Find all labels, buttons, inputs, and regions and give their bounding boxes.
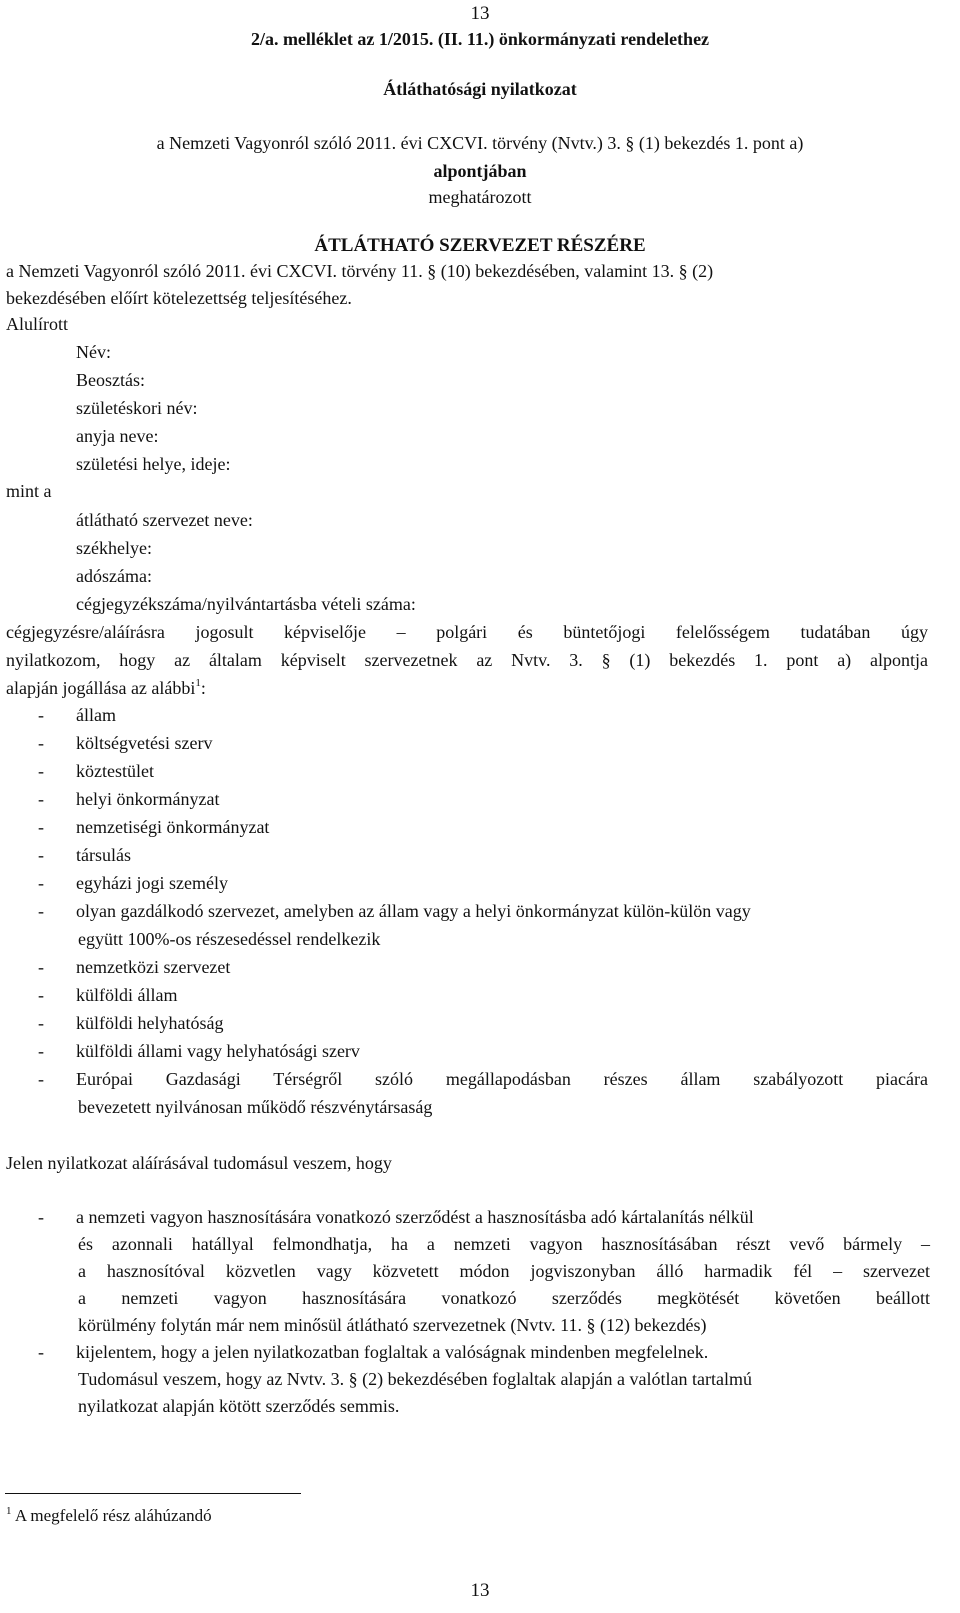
field-birth-name-label: születéskori név: xyxy=(76,398,198,418)
legal-basis-line-2: alpontjában xyxy=(433,161,527,181)
footnote-reference: 1 xyxy=(195,677,201,689)
ack-item-2-line: nyilatkozat alapján kötött szerződés semmis. xyxy=(78,1396,400,1416)
footnote-divider xyxy=(5,1493,301,1494)
field-registration-number-label: cégjegyzékszáma/nyilvántartásba vételi száma: xyxy=(76,594,416,614)
ack-item-2-line: Tudomásul veszem, hogy az Nvtv. 3. § (2) bekezdésében foglaltak alapján a valótlan tartalmú xyxy=(78,1369,752,1389)
list-item-continuation: bevezetett nyilvánosan működő részvénytársaság xyxy=(78,1097,433,1117)
as-label: mint a xyxy=(6,481,52,501)
footnote: $^1$ A megfelelő rész aláhúzandó xyxy=(6,1505,212,1525)
ack-item-1-line: a nemzeti vagyon hasznosítására vonatkozó szerződés megkötését követően beállott xyxy=(78,1288,930,1308)
intro-line-2: bekezdésében előírt kötelezettség teljesítéséhez. xyxy=(6,288,352,308)
declaration-line-1: cégjegyzésre/aláírásra jogosult képviselője – polgári és büntetőjogi felelősségem tudatában úgy xyxy=(6,622,928,642)
ack-item-1-line: és azonnali hatállyal felmondhatja, ha a nemzeti vagyon hasznosításában részt vevő bármely – xyxy=(78,1234,930,1254)
page-number-bottom: 13 xyxy=(470,1580,490,1601)
list-item-continuation: együtt 100%-os részesedéssel rendelkezik xyxy=(78,929,381,949)
document-title: Átláthatósági nyilatkozat xyxy=(383,79,577,99)
acknowledgement-intro: Jelen nyilatkozat aláírásával tudomásul veszem, hogy xyxy=(6,1153,392,1173)
document-page: 13 2/a. melléklet az 1/2015. (II. 11.) önkormányzati rendelethez Átláthatósági nyilatkozat a Nemzeti Vagyonról szóló 2011. évi CXCVI. törvény (Nvtv.) 3. § (1) bekezdés 1. pont a) alpontjában meghatározott ÁTLÁTHATÓ SZERVEZET RÉSZÉRE a Nemzeti Vagyonról szóló 2011. évi CXCVI. törvény 11. § (10) bekezdésében, valamint 13. § (2) bekezdésében előírt kötelezettség teljesítéséhez. Alulírott Név: Beosztás: születéskori név: anyja neve: születési helye, ideje: mint a átlátható szervezet neve: székhelye: adószáma: cégjegyzékszáma/nyilvántartásba vételi száma: cégjegyzésre/aláírásra jogosult képviselője – polgári és büntetőjogi felelősségem tudatában úgy nyilatkozom, hogy az általam képviselt szervezetnek az Nvtv. 3. § (1) bekezdés 1. pont a) alpontja alapján jogállása az alábbi$^1$: - állam - költségvetési szerv - köztestület - helyi önkormányzat - nemzetiségi önkormányzat - társulás - egyházi jogi személy - olyan gazdálkodó szervezet, amelyben az állam vagy a helyi önkormányzat külön-külön vagy együtt 100%-os részesedéssel rendelkezik - nemzetközi szervezet - külföldi állam - külföldi helyhatóság - külföldi állami vagy helyhatósági szerv - Európai Gazdasági Térségről szóló megállapodásban részes állam szabályozott piacára bevezetett nyilvánosan működő részvénytársaság Jelen nyilatkozat aláírásával tudomásul veszem, hogy - a nemzeti vagyon hasznosítására vonatkozó szerződést a hasznosításba adó kártalanítás nélkül és azonnali hatállyal felmondhatja, ha a nemzeti vagyon hasznosításában részt vevő bármely – a hasznosítóval közvetlen vagy közvetett módon jogviszonyban álló harmadik fél – szervezet a nemzeti vagyon hasznosítására vonatkozó szerződés megkötését követően beállott körülmény folytán már nem minősül átlátható szervezetnek (Nvtv. 11. § (12) bekezdés) - kijelentem, hogy a jelen nyilatkozatban foglaltak a valóságnak mindenben megfelelnek. Tudomásul veszem, hogy az Nvtv. 3. § (2) bekezdésében foglaltak alapján a valótlan tartalmú nyilatkozat alapján kötött szerződés semmis. $^1$ A megfelelő rész aláhúzandó 13 xyxy=(0,0,960,1613)
declaration-line-3: alapján jogállása az alábbi$^1$: xyxy=(6,677,206,698)
field-name-label: Név: xyxy=(76,342,111,362)
ack-item-1-line: körülmény folytán már nem minősül átlátható szervezetnek (Nvtv. 11. § (12) bekezdés) xyxy=(78,1315,707,1335)
legal-basis-line-1: a Nemzeti Vagyonról szóló 2011. évi CXCVI. törvény (Nvtv.) 3. § (1) bekezdés 1. pont a) xyxy=(156,133,804,153)
field-birth-place-date-label: születési helye, ideje: xyxy=(76,454,231,474)
field-mother-name-label: anyja neve: xyxy=(76,426,159,446)
section-heading: ÁTLÁTHATÓ SZERVEZET RÉSZÉRE xyxy=(314,235,646,256)
legal-basis-line-3: meghatározott xyxy=(428,187,532,207)
field-seat-label: székhelye: xyxy=(76,538,152,558)
declaration-line-2: nyilatkozom, hogy az általam képviselt szervezetnek az Nvtv. 3. § (1) bekezdés 1. pont a) alpontja xyxy=(6,650,928,670)
field-org-name-label: átlátható szervezet neve: xyxy=(76,510,253,530)
page-number-top: 13 xyxy=(470,3,490,24)
undersigned-label: Alulírott xyxy=(6,314,68,334)
footnote-mark: 1 xyxy=(6,1505,12,1517)
intro-line-1: a Nemzeti Vagyonról szóló 2011. évi CXCVI. törvény 11. § (10) bekezdésében, valamint 13. § (2) xyxy=(6,261,714,281)
field-tax-number-label: adószáma: xyxy=(76,566,152,586)
ack-item-1-line: a hasznosítóval közvetlen vagy közvetett módon jogviszonyban álló harmadik fél – szervezet xyxy=(78,1261,930,1281)
annex-reference: 2/a. melléklet az 1/2015. (II. 11.) önkormányzati rendelethez xyxy=(250,29,710,49)
field-position-label: Beosztás: xyxy=(76,370,145,390)
